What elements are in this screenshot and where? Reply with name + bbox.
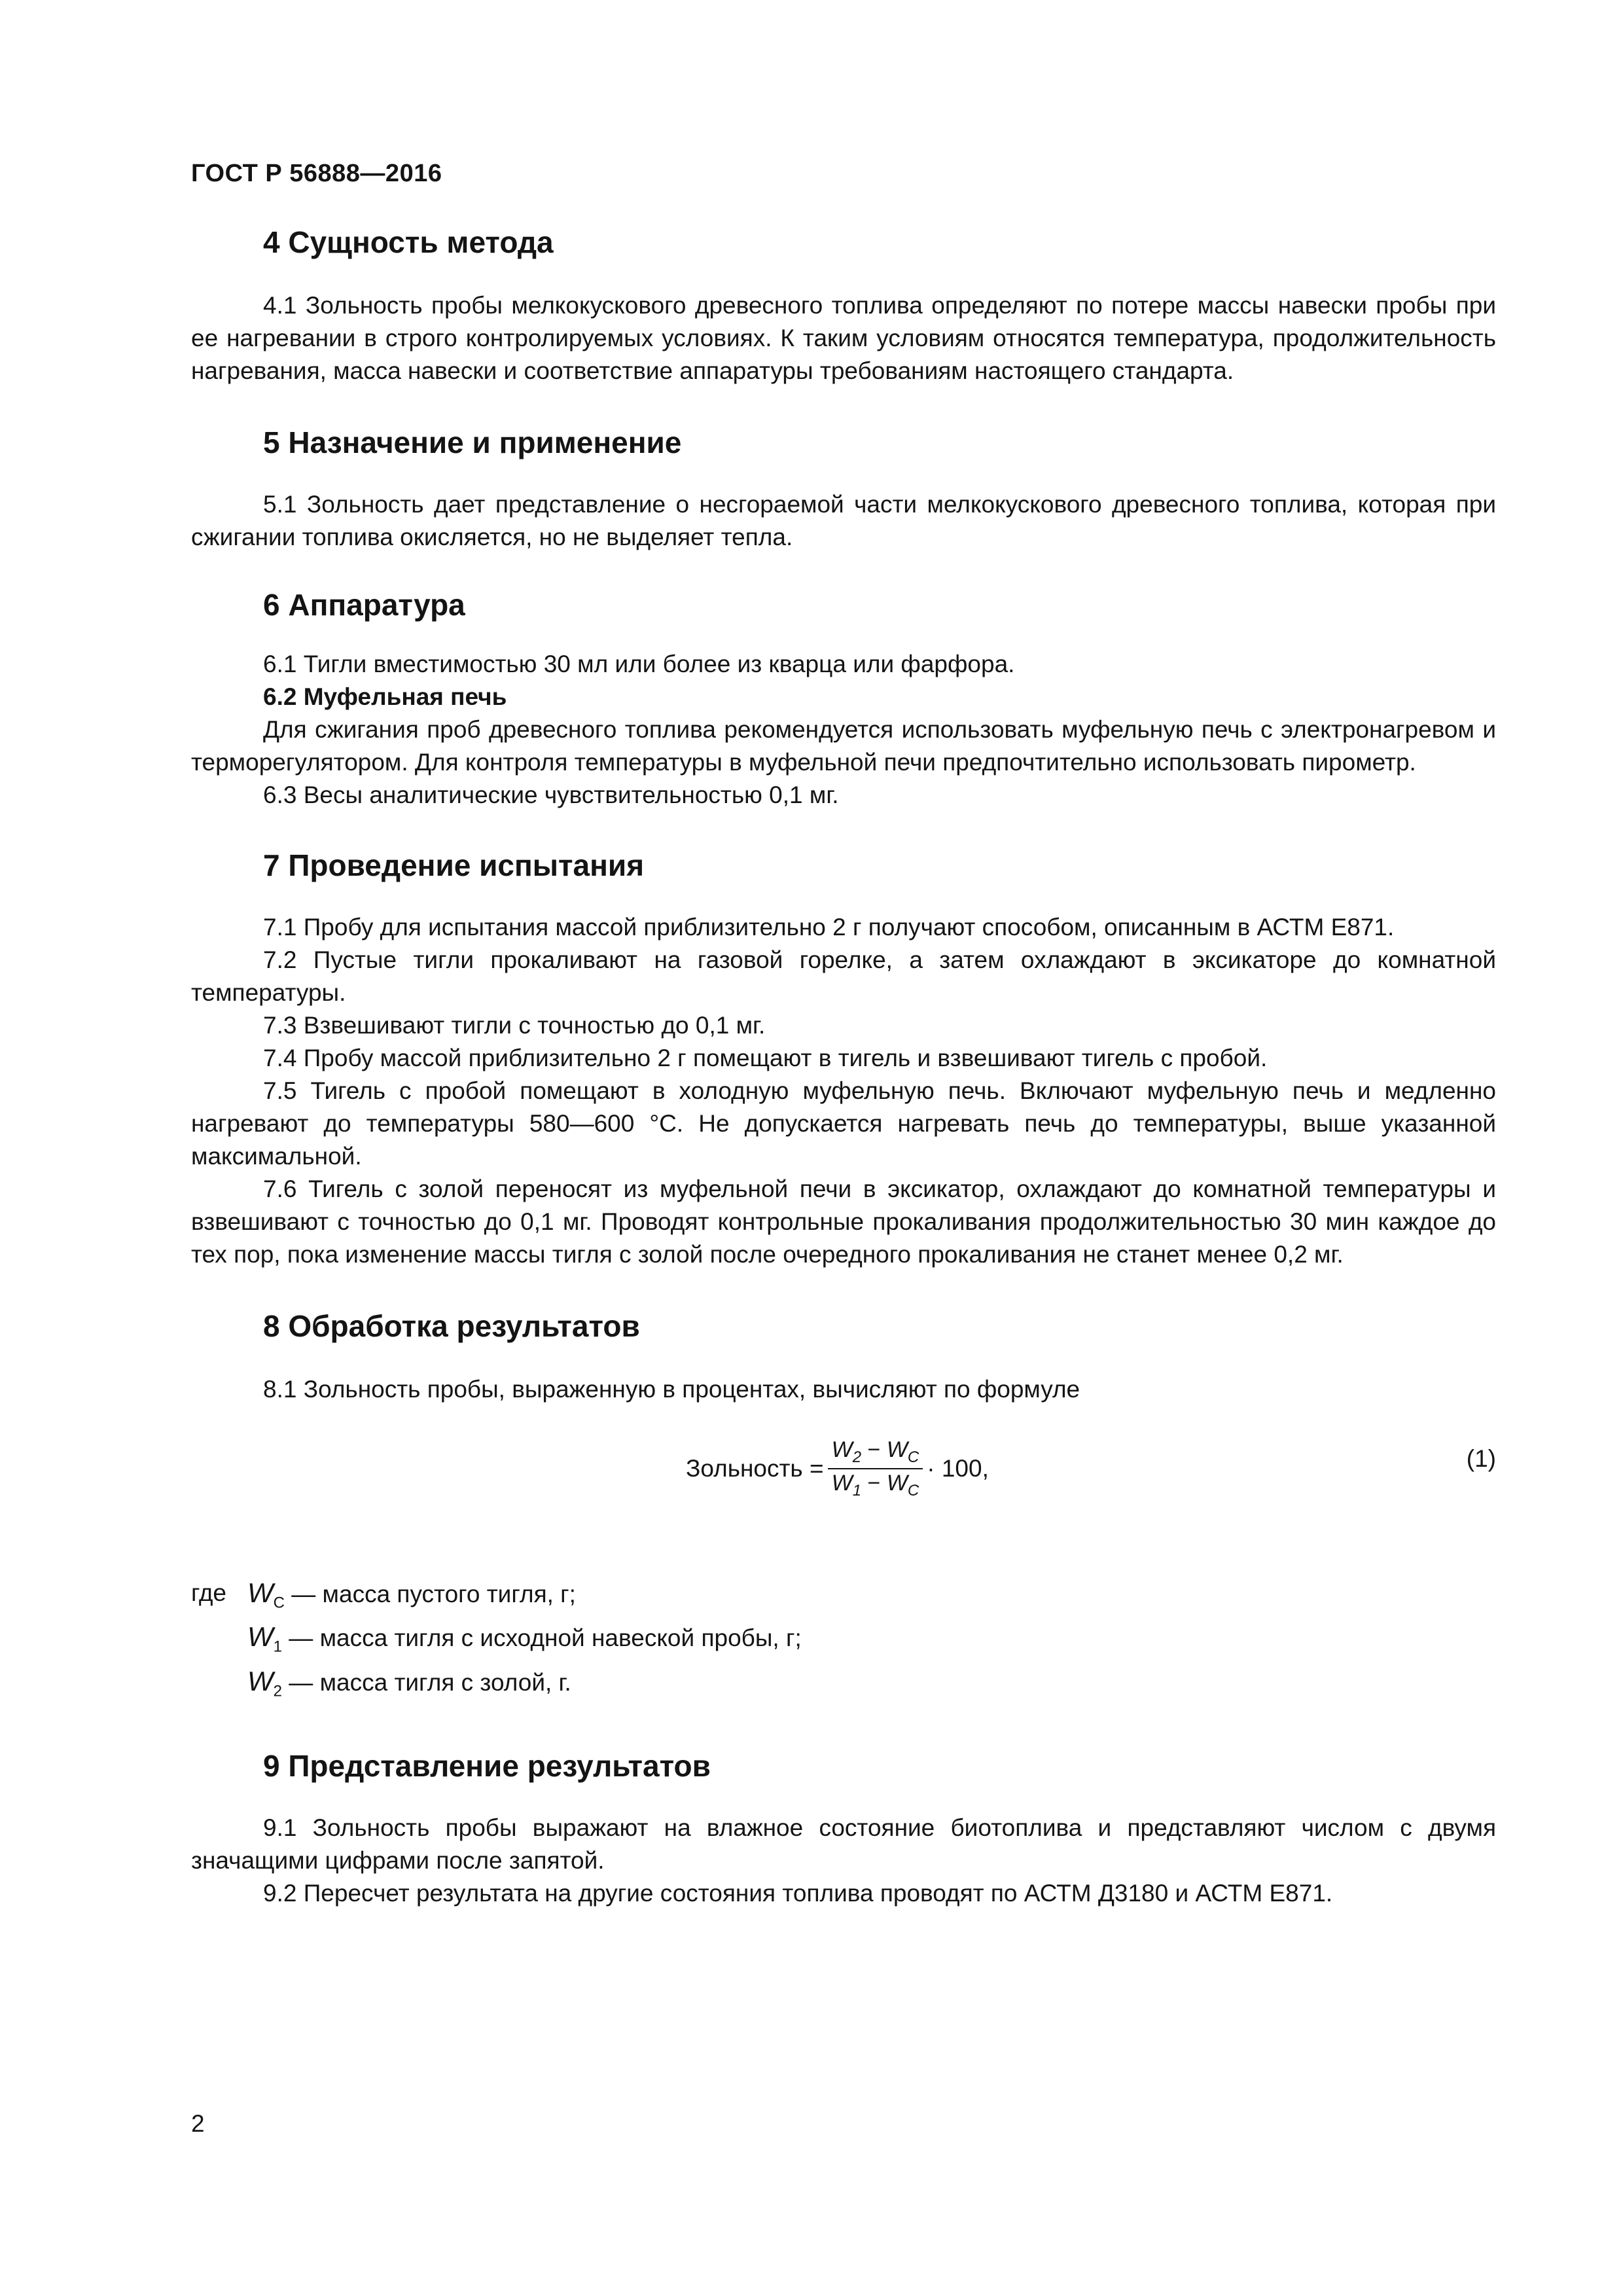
paragraph-7-5: 7.5 Тигель с пробой помещают в холодную муфельную печь. Включают муфельную печь и медленно нагревают до температуры 580—600 °С. Не допускается нагревать печь до температуры, выше указанной максимальной. <box>191 1077 1496 1170</box>
legend-item: $W_2$ — масса тигля с золой, г. <box>247 1665 571 1700</box>
formula-block <box>191 1432 1496 1530</box>
section-7-title: 7 Проведение испытания <box>263 848 645 882</box>
section-9-title: 9 Представление результатов <box>263 1749 711 1784</box>
paragraph-8-1: 8.1 Зольность пробы, выраженную в процентах, вычисляют по формуле <box>263 1376 1080 1403</box>
formula-numerator: $W_2 - W_C$ <box>828 1437 923 1469</box>
paragraph-6-3: 6.3 Весы аналитические чувствительностью 0,1 мг. <box>263 781 839 808</box>
paragraph-5-1: 5.1 Зольность дает представление о несгораемой части мелкокускового древесного топлива, которая при сжигании топлива окисляется, но не выделяет тепла. <box>191 491 1496 550</box>
document-header: ГОСТ Р 56888—2016 <box>191 160 442 187</box>
paragraph-6-2-heading: 6.2 Муфельная печь <box>263 683 507 710</box>
section-5-title: 5 Назначение и применение <box>263 425 682 459</box>
paragraph-4-1: 4.1 Зольность пробы мелкокускового древесного топлива определяют по потере массы навески пробы при ее нагревании в строго контролируемых условиях. К таким условиям относятся температура, продолжительность нагревания, масса навески и соответствие аппаратуры требованиям настоящего стандарта. <box>191 292 1496 384</box>
paragraph-7-4: 7.4 Пробу массой приблизительно 2 г помещают в тигель и взвешивают тигель с пробой. <box>263 1045 1268 1071</box>
formula-denominator: $W_1 - W_C$ <box>831 1470 919 1499</box>
formula-tail: · 100, <box>927 1454 989 1482</box>
legend-lead: где <box>191 1579 227 1606</box>
formula-fraction <box>828 1437 923 1500</box>
paragraph-7-3: 7.3 Взвешивают тигли с точностью до 0,1 мг. <box>263 1012 766 1039</box>
section-6-title: 6 Аппаратура <box>263 588 465 622</box>
paragraph-6-2: Для сжигания проб древесного топлива рекомендуется использовать муфельную печь с электронагревом и терморегулятором. Для контроля температуры в муфельной печи предпочтительно использовать пирометр. <box>191 716 1496 776</box>
document-body <box>191 223 1496 1910</box>
section-8-title: 8 Обработка результатов <box>263 1309 640 1343</box>
paragraph-9-2: 9.2 Пересчет результата на другие состояния топлива проводят по АСТМ Д3180 и АСТМ Е871. <box>263 1880 1333 1907</box>
legend-item: где $W_C$ — масса пустого тигля, г; <box>191 1576 1496 1620</box>
paragraph-7-6: 7.6 Тигель с золой переносят из муфельной печи в эксикатор, охлаждают до комнатной температуры и взвешивают с точностью до 0,1 мг. Проводят контрольные прокаливания продолжительностью 30 мин каждое до тех пор, пока изменение массы тигля с золой после очередного прокаливания не станет менее 0,2 мг. <box>191 1175 1496 1268</box>
paragraph-9-1: 9.1 Зольность пробы выражают на влажное состояние биотоплива и представляют числом с двумя значащими цифрами после запятой. <box>191 1814 1496 1874</box>
legend-item: $W_1$ — масса тигля с исходной навеской пробы, г; <box>247 1621 802 1656</box>
paragraph-6-1: 6.1 Тигли вместимостью 30 мл или более из кварца или фарфора. <box>263 651 1015 677</box>
equation-number: (1) <box>1466 1445 1496 1472</box>
paragraph-7-2: 7.2 Пустые тигли прокаливают на газовой горелке, а затем охлаждают в эксикаторе до комнатной температуры. <box>191 946 1496 1006</box>
page-number: 2 <box>191 2110 205 2137</box>
variable-legend <box>191 1576 1496 1708</box>
ash-content-formula <box>686 1437 989 1500</box>
section-4-title: 4 Сущность метода <box>263 225 554 259</box>
formula-lhs: Зольность = <box>686 1454 824 1482</box>
paragraph-7-1: 7.1 Пробу для испытания массой приблизительно 2 г получают способом, описанным в АСТМ Е871. <box>263 914 1395 941</box>
